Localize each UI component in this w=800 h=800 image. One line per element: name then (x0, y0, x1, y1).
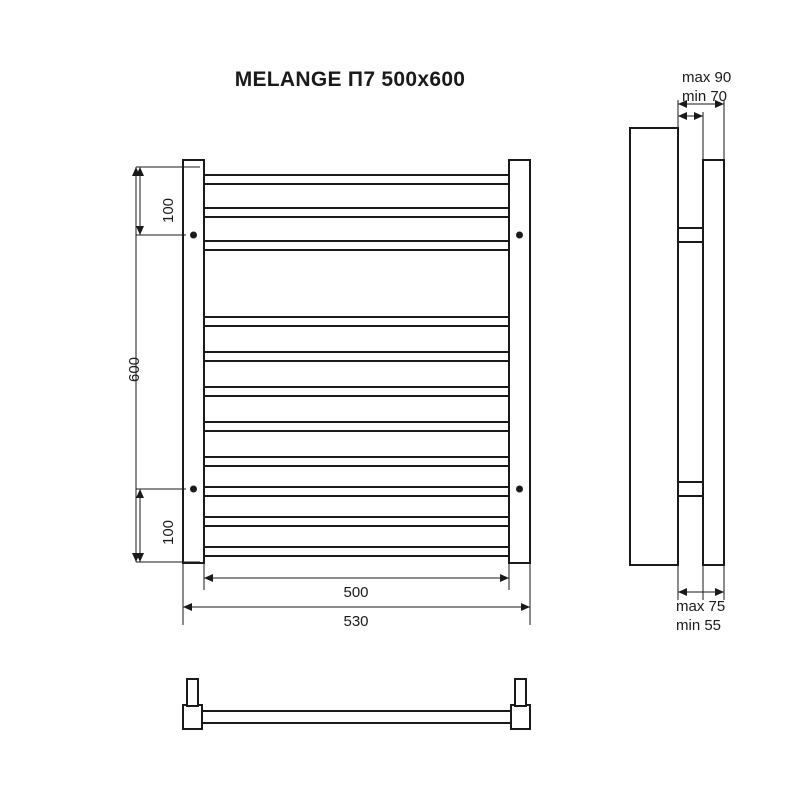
side-upper-bracket (678, 228, 703, 242)
drawing-title: MELANGE П7 500x600 (234, 68, 466, 91)
dim-label-outer-530: 530 (343, 613, 369, 630)
side-extension-lines-bottom (678, 565, 724, 600)
dim-label-min-55: min 55 (676, 617, 722, 634)
front-view-group (136, 160, 530, 625)
dim-label-max-90: max 90 (682, 69, 732, 86)
side-front-profile (703, 160, 724, 565)
side-view-group (630, 100, 724, 600)
dim-label-top-100: 100 (160, 197, 177, 223)
plan-left-stem (187, 679, 198, 706)
dim-label-height-600: 600 (126, 356, 143, 382)
side-extension-lines-top (678, 100, 724, 160)
plan-left-bracket (183, 705, 202, 729)
plan-right-bracket (511, 705, 530, 729)
dim-label-bottom-100: 100 (160, 519, 177, 545)
dim-label-min-70: min 70 (682, 88, 728, 105)
dim-label-max-75: max 75 (676, 598, 726, 615)
left-post (183, 160, 204, 563)
heated-rails (204, 175, 509, 556)
side-lower-bracket (678, 482, 703, 496)
side-body-panel (630, 128, 678, 565)
plan-right-stem (515, 679, 526, 706)
dim-label-inner-500: 500 (343, 584, 369, 601)
top-view-group (183, 679, 530, 729)
right-post (509, 160, 530, 563)
plan-connecting-tube (202, 711, 511, 723)
